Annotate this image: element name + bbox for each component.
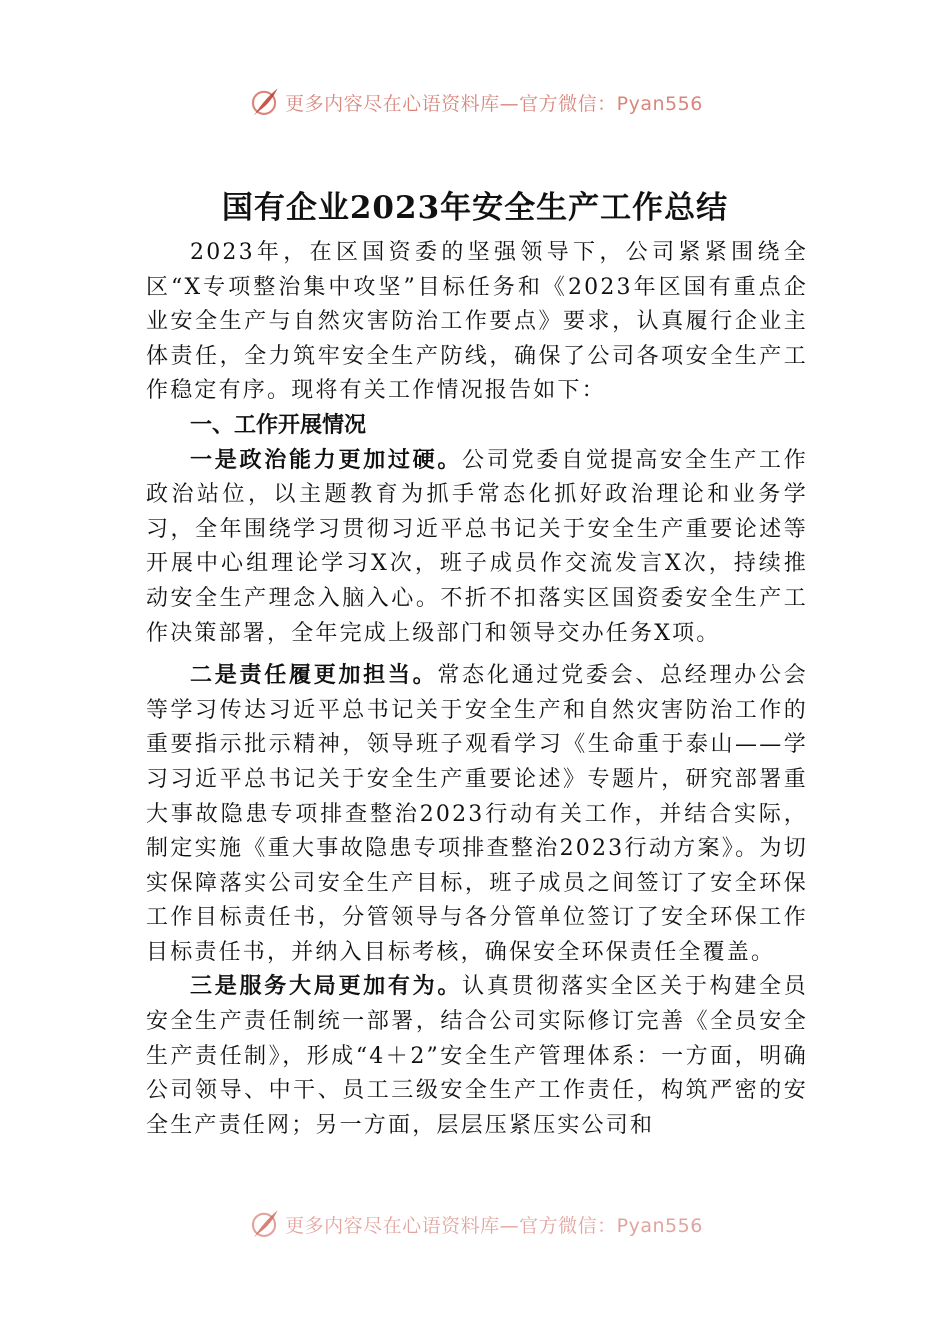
item-body-1: 公司党委自觉提高安全生产工作政治站位，以主题教育为抓手常态化抓好政治理论和业务学习，全年围绕学习贯彻习近平总书记关于安全生产重要论述等开展中心组理论学习X次，班子成员作交流发言X次，持续推动安全生产理念入脑入心。不折不扣落实区国资委安全生产工作决策部署，全年完成上级部门和领导交办任务X项。 xyxy=(146,447,808,646)
item-lead-1: 一是政治能力更加过硬。 xyxy=(190,447,463,473)
item-body-3: 认真贯彻落实全区关于构建全员安全生产责任制统一部署，结合公司实际修订完善《全员安全生产责任制》，形成“4＋2”安全生产管理体系：一方面，明确公司领导、中干、员工三级安全生产工作责任，构筑严密的安全生产责任网；另一方面，层层压紧压实公司和 xyxy=(146,974,808,1138)
item-lead-3: 三是服务大局更加有为。 xyxy=(190,974,463,1000)
watermark-top xyxy=(0,82,950,122)
watermark-top-text: 更多内容尽在心语资料库—官方微信：Pyan556 xyxy=(285,92,703,115)
item-paragraph-3 xyxy=(146,970,808,1143)
watermark-bottom-text: 更多内容尽在心语资料库—官方微信：Pyan556 xyxy=(285,1214,703,1237)
item-lead-2: 二是责任履更加担当。 xyxy=(190,663,438,689)
item-body-2: 常态化通过党委会、总经理办公会等学习传达习近平总书记关于安全生产和自然灾害防治工作的重要指示批示精神，领导班子观看学习《生命重于泰山——学习习近平总书记关于安全生产重要论述》专题片，研究部署重大事故隐患专项排查整治2023行动有关工作，并结合实际，制定实施《重大事故隐患专项排查整治2023行动方案》。为切实保障落实公司安全生产目标，班子成员之间签订了安全环保工作目标责任书，分管领导与各分管单位签订了安全环保工作目标责任书，并纳入目标考核，确保安全环保责任全覆盖。 xyxy=(146,663,808,965)
section-heading: 一、工作开展情况 xyxy=(190,412,367,438)
item-paragraph-1 xyxy=(146,444,808,652)
item-paragraph-2 xyxy=(146,659,808,970)
feather-logo-icon xyxy=(247,1207,281,1241)
intro-paragraph: 2023年，在区国资委的坚强领导下，公司紧紧围绕全区“X专项整治集中攻坚”目标任务和《2023年区国有重点企业安全生产与自然灾害防治工作要点》要求，认真履行企业主体责任，全力筑牢安全生产防线，确保了公司各项安全生产工作稳定有序。现将有关工作情况报告如下： xyxy=(146,240,808,404)
feather-logo-icon xyxy=(247,85,281,119)
document-body xyxy=(146,186,808,1218)
watermark-bottom xyxy=(0,1204,950,1244)
document-title: 国有企业2023年安全生产工作总结 xyxy=(221,190,729,226)
